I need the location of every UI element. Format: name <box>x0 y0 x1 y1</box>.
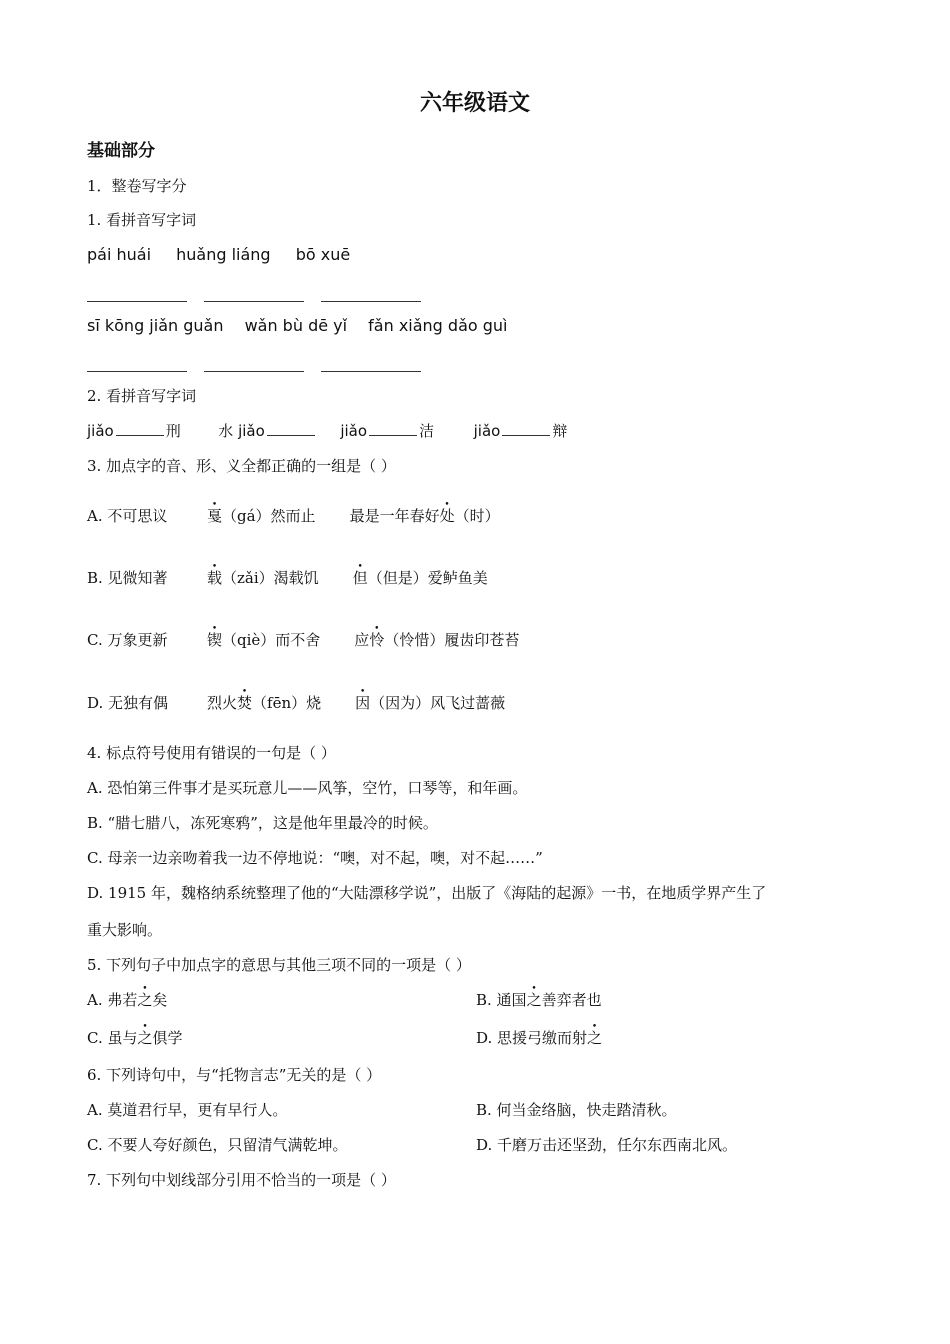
option-text: 俱学 <box>152 1029 183 1047</box>
q4-option-d-cont: 重大影响。 <box>87 921 163 939</box>
option-text: 烈火 <box>207 694 238 712</box>
q6-option-a[interactable]: A. 莫道君行早，更有早行人。 <box>87 1101 288 1119</box>
dotted-char: 之 <box>137 991 153 1009</box>
q4-option-a[interactable]: A. 恐怕第三件事才是买玩意儿——风筝，空竹，口琴等，和年画。 <box>87 779 528 797</box>
answer-blank[interactable] <box>369 421 417 436</box>
answer-blank[interactable] <box>87 300 187 302</box>
q4-option-b[interactable]: B. “腊七腊八，冻死寒鸦”，这是他年里最冷的时候。 <box>87 814 438 832</box>
option-text: C. 虽与 <box>87 1029 138 1047</box>
q5-label: 5. 下列句子中加点字的意思与其他三项不同的一项是（ ） <box>87 956 471 974</box>
dotted-char: 处 <box>439 507 455 525</box>
option-text: C. 万象更新 <box>87 631 168 649</box>
option-text: B. 见微知著 <box>87 569 168 587</box>
q7-label: 7. 下列句中划线部分引用不恰当的一项是（ ） <box>87 1171 396 1189</box>
option-text: 矣 <box>152 991 168 1009</box>
dotted-char: 焚 <box>237 694 253 712</box>
q3-label: 3. 加点字的音、形、义全都正确的一组是（ ） <box>87 457 396 475</box>
option-text: 善弈者也 <box>541 991 602 1009</box>
answer-blank[interactable] <box>321 370 421 372</box>
option-text: A. 不可思议 <box>87 507 168 525</box>
q5-option-b[interactable] <box>476 990 602 1010</box>
q3-option-c[interactable] <box>87 630 519 650</box>
q3-option-b[interactable] <box>87 568 488 588</box>
q1-blanks-row2 <box>87 360 438 380</box>
dotted-char: 之 <box>137 1029 153 1047</box>
option-text: （但是）爱鲈鱼美 <box>367 569 488 587</box>
q4-option-c[interactable]: C. 母亲一边亲吻着我一边不停地说：“噢，对不起，噢，对不起……” <box>87 849 543 867</box>
option-text: 最是一年春好 <box>349 507 440 525</box>
option-text: （fēn）烧 <box>252 694 322 712</box>
option-text: 应 <box>354 631 370 649</box>
pinyin-item: fǎn xiǎng dǎo guì <box>368 316 508 335</box>
q3-option-a[interactable] <box>87 506 500 526</box>
pinyin-item: huǎng liáng <box>176 245 271 264</box>
option-text: （怜惜）履齿印苍苔 <box>384 631 520 649</box>
question-header: 1．整卷写字分 <box>87 177 187 195</box>
option-text: （时） <box>454 507 500 525</box>
option-text: （gá）然而止 <box>222 507 316 525</box>
q2-item-post: 刑 <box>165 422 181 440</box>
dotted-char: 载 <box>207 569 223 587</box>
option-text: （zǎi）渴载饥 <box>222 569 319 587</box>
dotted-char: 但 <box>352 569 368 587</box>
answer-blank[interactable] <box>116 421 164 436</box>
pinyin-item: pái huái <box>87 245 152 264</box>
dotted-char: 因 <box>355 694 371 712</box>
q5-option-a[interactable] <box>87 990 167 1010</box>
answer-blank[interactable] <box>87 370 187 372</box>
dotted-char: 锲 <box>207 631 223 649</box>
q2-item-post: 辩 <box>552 422 568 440</box>
q6-option-c[interactable]: C. 不要人夸好颜色，只留清气满乾坤。 <box>87 1136 348 1154</box>
option-text: （因为）风飞过蔷薇 <box>370 694 506 712</box>
q3-option-d[interactable] <box>87 693 505 713</box>
option-text: （qiè）而不舍 <box>222 631 321 649</box>
dotted-char: 之 <box>587 1029 603 1047</box>
pinyin-item: bō xuē <box>295 245 351 264</box>
q2-items <box>87 421 567 441</box>
q4-option-d[interactable]: D. 1915 年，魏格纳系统整理了他的“大陆漂移学说”，出版了《海陆的起源》一书，在地质学界产生了 <box>87 884 767 902</box>
q1-label: 1. 看拼音写字词 <box>87 211 197 229</box>
pinyin-item: wǎn bù dē yǐ <box>244 316 348 335</box>
answer-blank[interactable] <box>204 370 304 372</box>
section-heading: 基础部分 <box>87 141 155 161</box>
q2-label: 2. 看拼音写字词 <box>87 387 197 405</box>
option-text: A. 弗若 <box>87 991 138 1009</box>
q1-pinyin-row1 <box>87 245 350 265</box>
dotted-char: 怜 <box>369 631 385 649</box>
q6-option-d[interactable]: D. 千磨万击还坚劲，任尔东西南北风。 <box>476 1136 738 1154</box>
q1-blanks-row1 <box>87 290 438 310</box>
option-text: D. 无独有偶 <box>87 694 169 712</box>
q2-item-pre: jiǎo <box>473 422 501 440</box>
q6-label: 6. 下列诗句中，与“托物言志”无关的是（ ） <box>87 1066 382 1084</box>
q5-option-c[interactable] <box>87 1028 183 1048</box>
pinyin-item: sī kōng jiǎn guǎn <box>87 316 224 335</box>
dotted-char: 戛 <box>207 507 223 525</box>
option-text: D. 思援弓缴而射 <box>476 1029 588 1047</box>
q2-item-pre: jiǎo <box>340 422 368 440</box>
q5-option-d[interactable] <box>476 1028 602 1048</box>
dotted-char: 之 <box>526 991 542 1009</box>
page-title: 六年级语文 <box>419 90 530 116</box>
q2-item-post: 洁 <box>419 422 435 440</box>
answer-blank[interactable] <box>204 300 304 302</box>
q6-option-b[interactable]: B. 何当金络脑，快走踏清秋。 <box>476 1101 677 1119</box>
option-text: B. 通国 <box>476 991 527 1009</box>
answer-blank[interactable] <box>321 300 421 302</box>
q2-item-pre: jiǎo <box>87 422 114 440</box>
answer-blank[interactable] <box>267 421 315 436</box>
q1-pinyin-row2 <box>87 316 508 336</box>
q4-label: 4. 标点符号使用有错误的一句是（ ） <box>87 744 336 762</box>
answer-blank[interactable] <box>502 421 550 436</box>
q2-item-pre: 水 jiǎo <box>218 422 265 440</box>
